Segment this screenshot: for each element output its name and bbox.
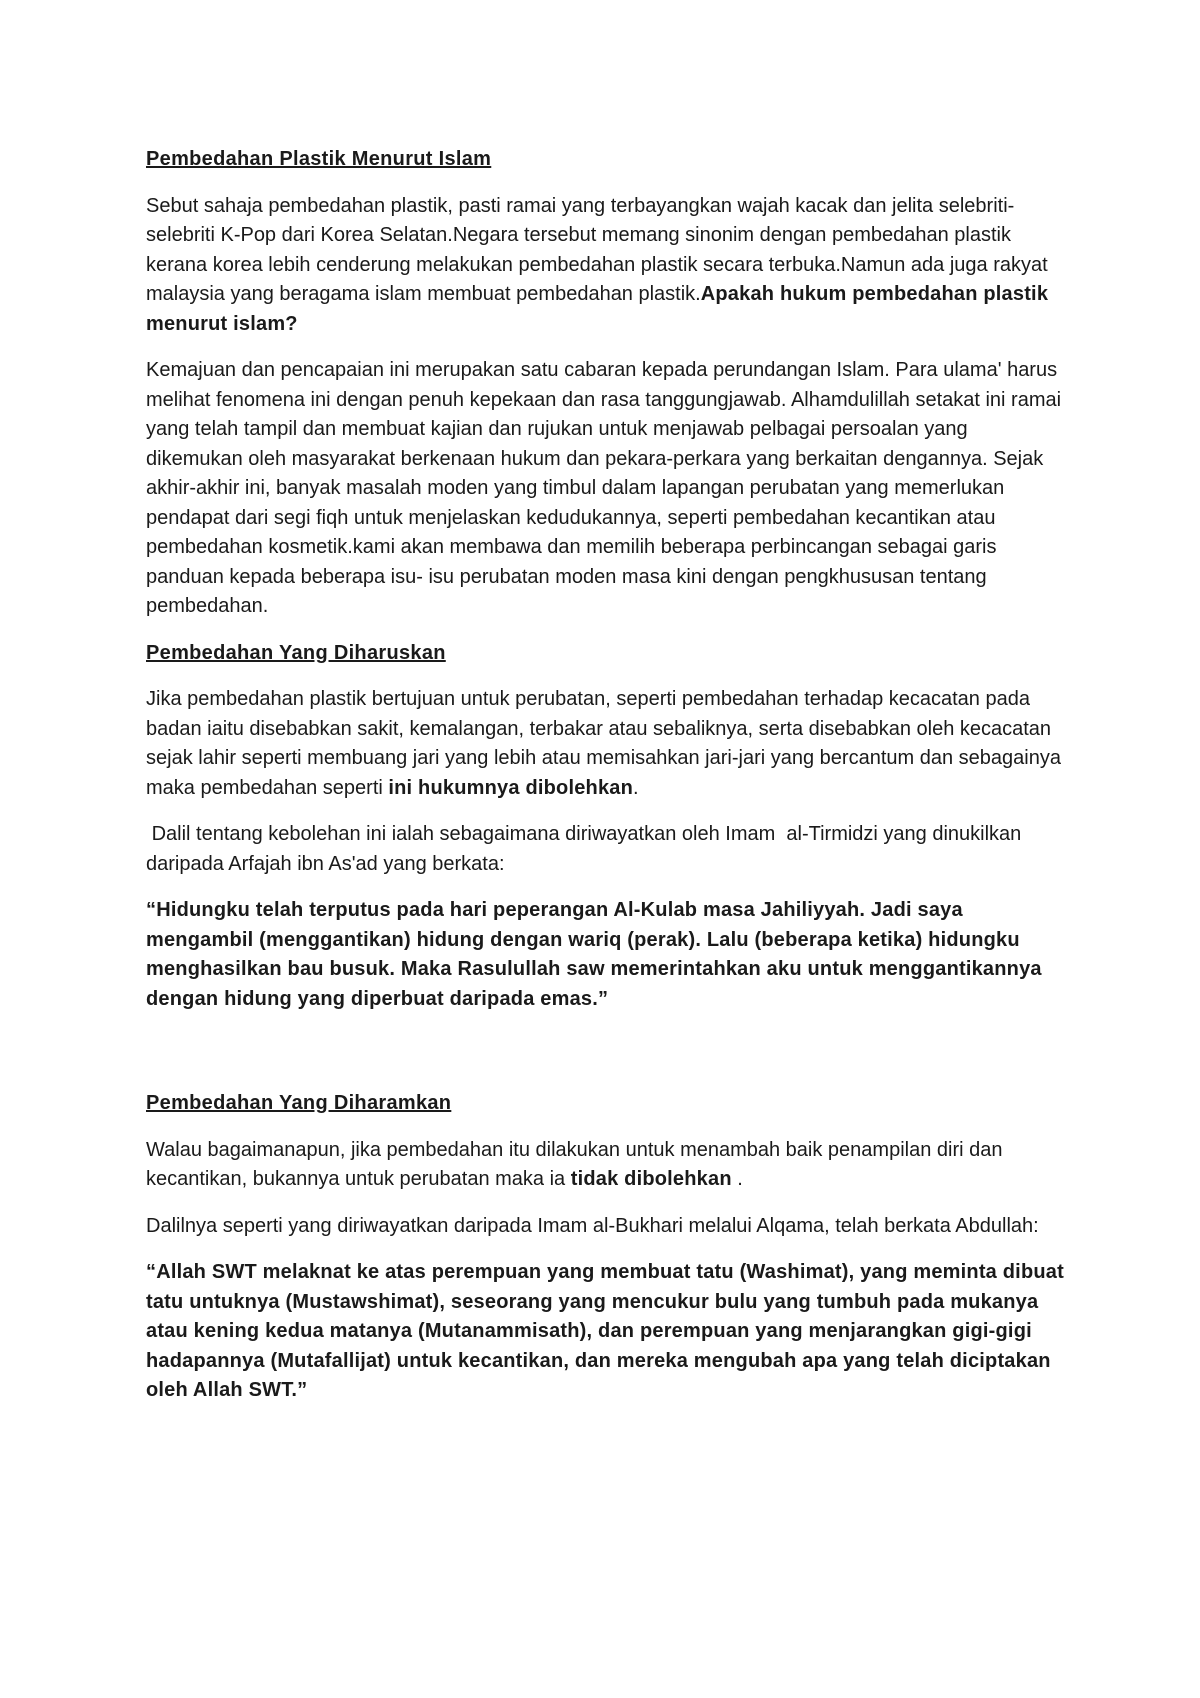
permitted-text: Jika pembedahan plastik bertujuan untuk perubatan, seperti pembedahan terhadap kecacatan pada badan iaitu disebabkan sakit, kemalangan, terbakar atau sebaliknya, serta disebabkan oleh kecacatan sejak lahir seperti membuang jari yang lebih atau memisahkan jari-jari yang bercantum dan sebagainya maka pembedahan seperti — [146, 688, 1061, 799]
section-heading-diharuskan: Pembedahan Yang Diharuskan — [146, 641, 446, 664]
intro-paragraph — [146, 192, 1066, 340]
permitted-ruling: ini hukumnya dibolehkan — [388, 776, 634, 799]
forbidden-hadith-quote: “Allah SWT melaknat ke atas perempuan yang membuat tatu (Washimat), yang meminta dibuat tatu untuknya (Mustawshimat), seseorang yang mencukur bulu yang tumbuh pada mukanya atau kening kedua matanya (Mutanammisath), dan perempuan yang menjarangkan gigi-gigi hadapannya (Mutafallijat) untuk kecantikan, dan mereka mengubah apa yang telah diciptakan oleh Allah SWT.” — [146, 1261, 1064, 1401]
permitted-paragraph — [146, 685, 1066, 803]
forbidden-evidence-paragraph: Dalilnya seperti yang diriwayatkan daripada Imam al-Bukhari melalui Alqama, telah berkata Abdullah: — [146, 1214, 1039, 1237]
forbidden-paragraph — [146, 1136, 1066, 1195]
progress-paragraph: Kemajuan dan pencapaian ini merupakan satu cabaran kepada perundangan Islam. Para ulama' harus melihat fenomena ini dengan penuh kepekaan dan rasa tanggungjawab. Alhamdulillah setakat ini ramai yang telah tampil dan membuat kajian dan rujukan untuk menjawab pelbagai persoalan yang dikemukan oleh masyarakat berkenaan hukum dan pekara-perkara yang berkaitan dengannya. Sejak akhir-akhir ini, banyak masalah moden yang timbul dalam lapangan perubatan yang memerlukan pendapat dari segi fiqh untuk menjelaskan kedudukannya, seperti pembedahan kecantikan atau pembedahan kosmetik.kami akan membawa dan memilih beberapa perbincangan sebagai garis panduan kepada beberapa isu- isu perubatan moden masa kini dengan pengkhususan tentang pembedahan. — [146, 359, 1062, 617]
section-spacer — [146, 1031, 1066, 1089]
section-heading-menurut-islam: Pembedahan Plastik Menurut Islam — [146, 148, 492, 170]
forbidden-text: Walau bagaimanapun, jika pembedahan itu dilakukan untuk menambah baik penampilan diri dan kecantikan, bukannya untuk perubatan maka ia — [146, 1138, 1003, 1190]
permitted-hadith-quote: “Hidungku telah terputus pada hari peperangan Al-Kulab masa Jahiliyyah. Jadi saya mengambil (menggantikan) hidung dengan wariq (perak). Lalu (beberapa ketika) hidungku menghasilkan bau busuk. Maka Rasulullah saw memerintahkan aku untuk menggantikannya dengan hidung yang diperbuat daripada emas.” — [146, 899, 1042, 1010]
permitted-end: . — [633, 776, 639, 799]
forbidden-end: . — [731, 1168, 743, 1190]
document-body — [146, 145, 1066, 1423]
permitted-evidence-paragraph: Dalil tentang kebolehan ini ialah sebagaimana diriwayatkan oleh Imam al-Tirmidzi yang dinukilkan daripada Arfajah ibn As'ad yang berkata: — [146, 823, 1027, 875]
forbidden-ruling: tidak dibolehkan — [570, 1168, 732, 1190]
intro-text: Sebut sahaja pembedahan plastik, pasti ramai yang terbayangkan wajah kacak dan jelita selebriti-selebriti K-Pop dari Korea Selatan.Negara tersebut memang sinonim dengan pembedahan plastik kerana korea lebih cenderung melakukan pembedahan plastik secara terbuka.Namun ada juga rakyat malaysia yang beragama islam membuat pembedahan plastik. — [146, 194, 1048, 305]
intro-question: Apakah hukum pembedahan plastik menurut islam? — [146, 283, 1049, 335]
section-heading-diharamkan: Pembedahan Yang Diharamkan — [146, 1092, 452, 1114]
